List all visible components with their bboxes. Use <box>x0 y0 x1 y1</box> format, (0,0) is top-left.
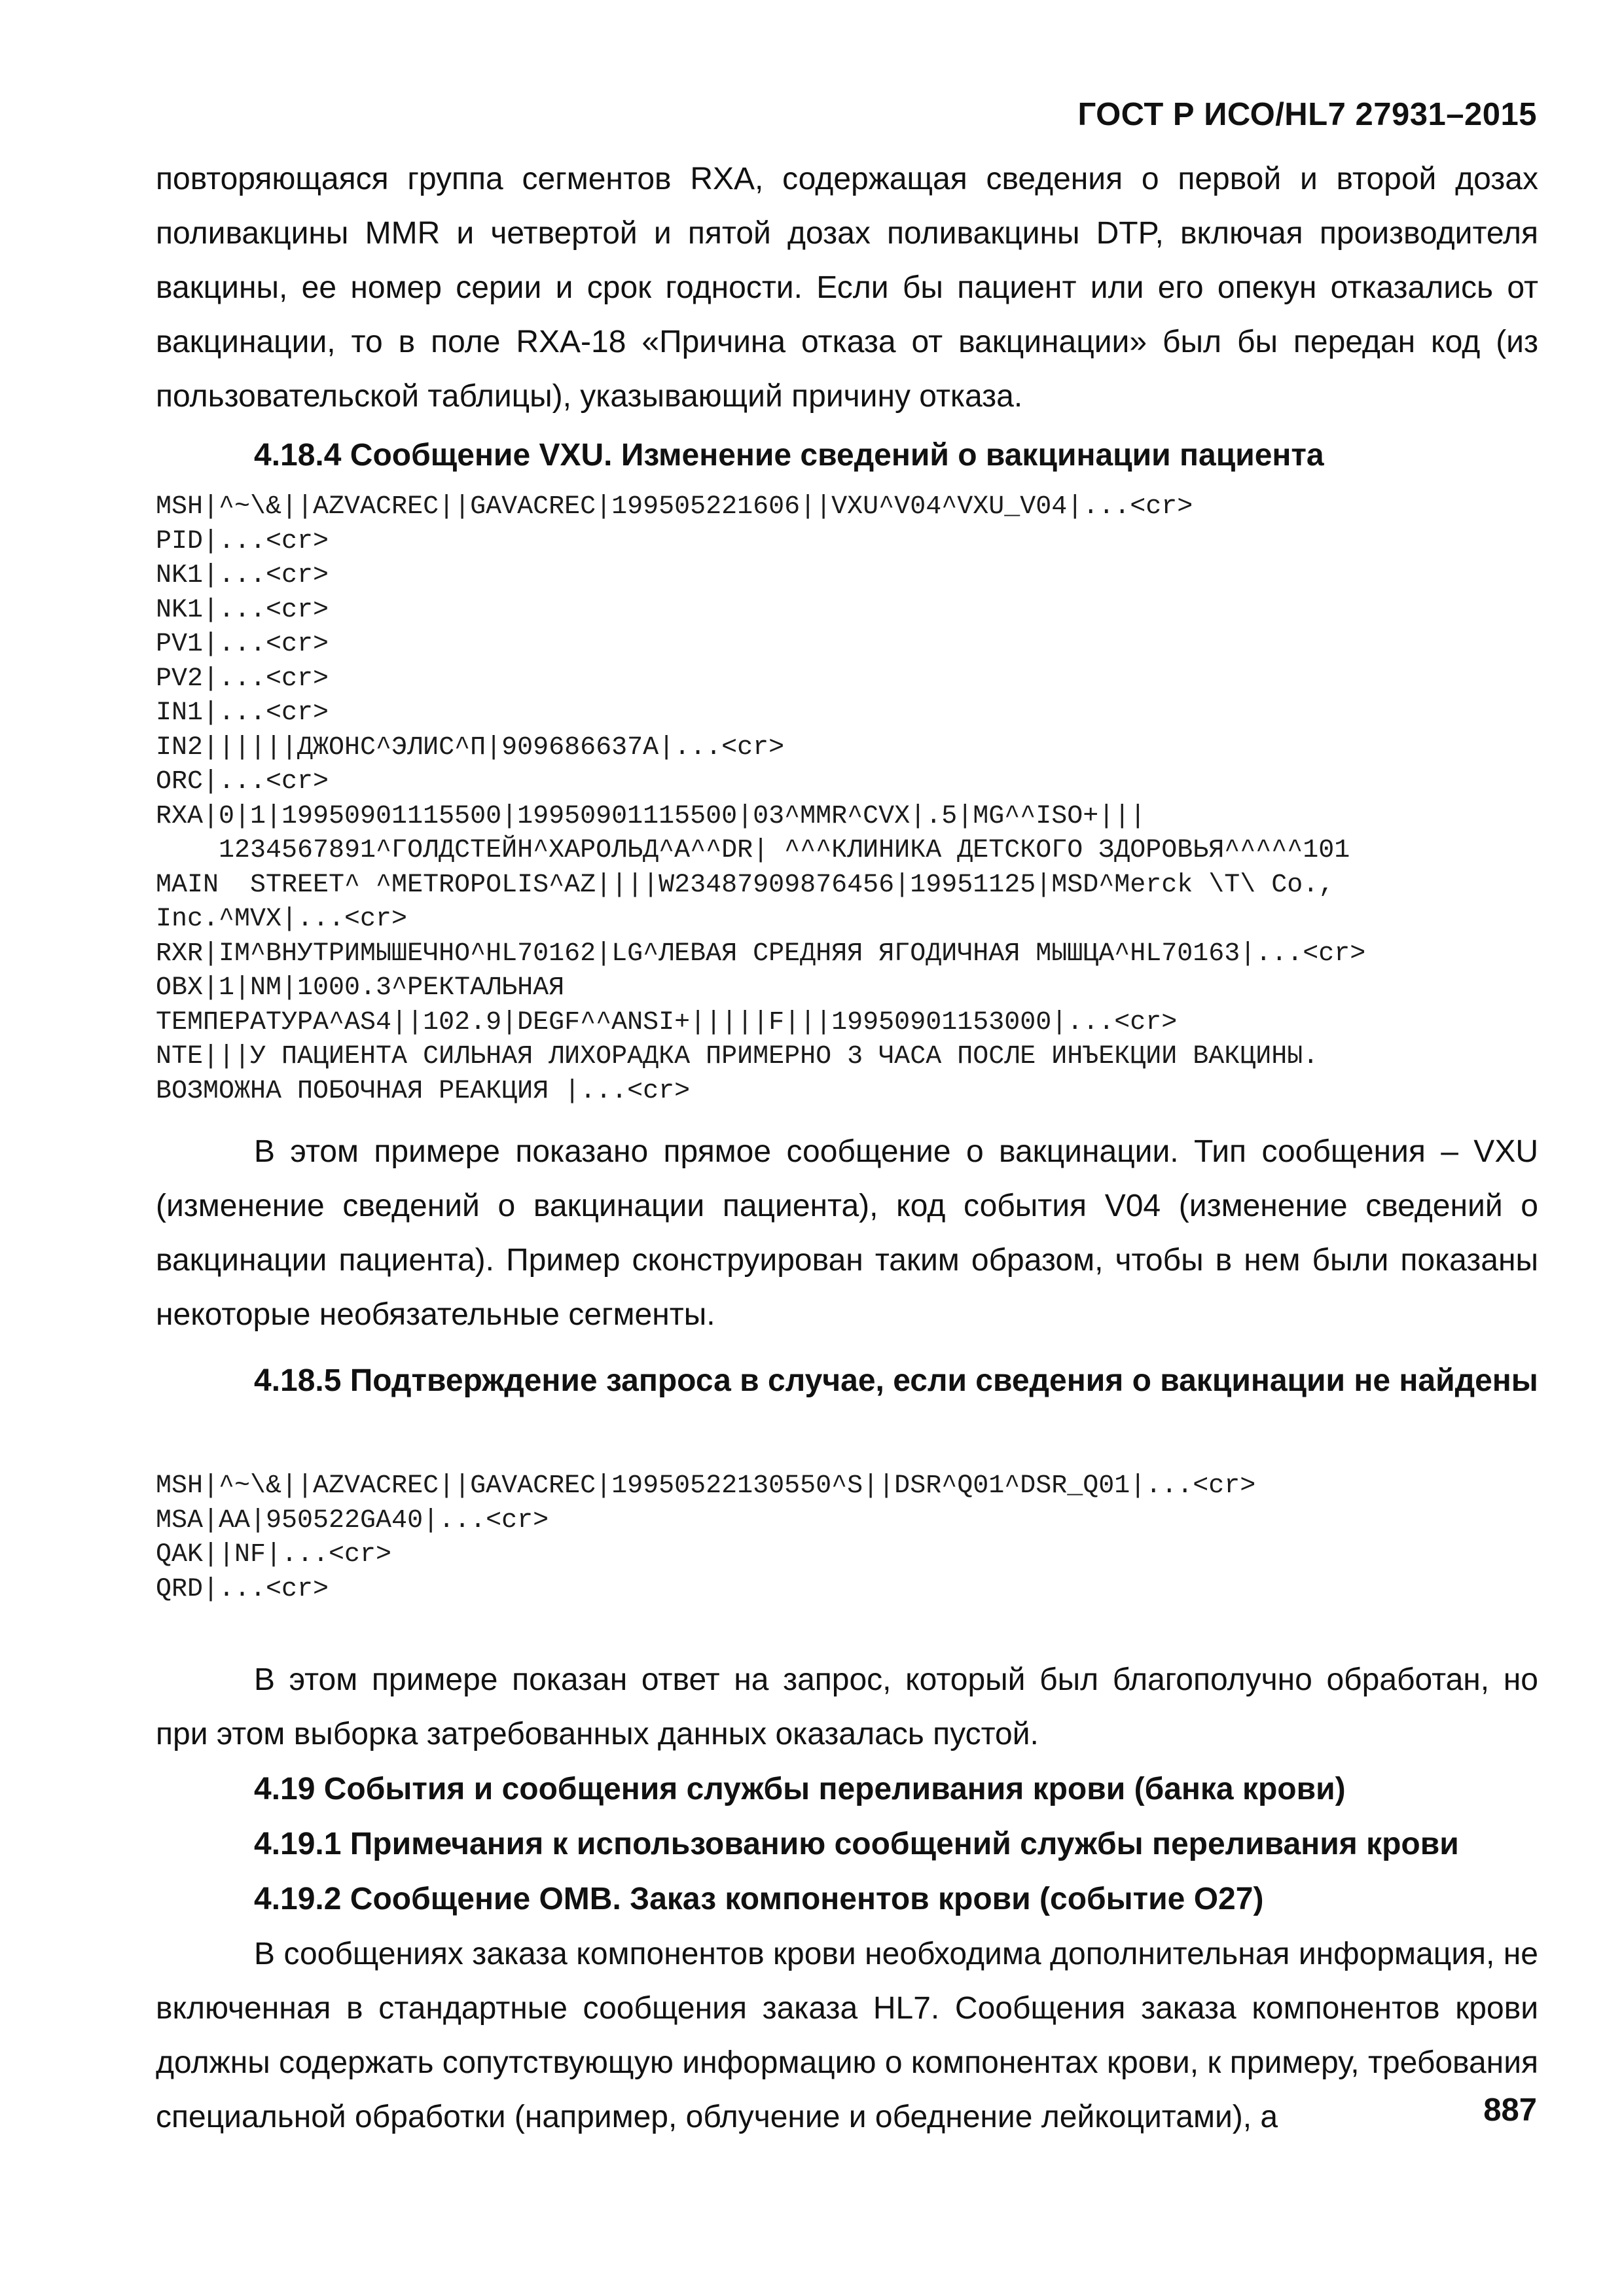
code-vxu-line: IN1|...<cr> <box>156 698 329 728</box>
paragraph-rxa-group: повторяющаяся группа сегментов RXA, содержащая сведения о первой и второй дозах поливакцины MMR и четвертой и пятой дозах поливакцины DTP, включая производителя вакцины, ее номер серии и срок годности. Если бы пациент или его опекун отказались от вакцинации, то в поле RXA-18 «Причина отказа от вакцинации» был бы передан код (из пользовательской таблицы), указывающий причину отказа. <box>156 162 1538 414</box>
heading-4-18-4: 4.18.4 Сообщение VXU. Изменение сведений о вакцинации пациента <box>254 438 1324 473</box>
code-vxu-line: PID|...<cr> <box>156 526 329 556</box>
code-vxu-line: RXR|IM^ВНУТРИМЫШЕЧНО^HL70162|LG^ЛЕВАЯ СРЕДНЯЯ ЯГОДИЧНАЯ МЫШЦА^HL70163|...<cr> <box>156 939 1366 969</box>
code-vxu-line: MAIN STREET^ ^METROPOLIS^AZ||||W23487909876456|19951125|MSD^Merck \T\ Co., <box>156 870 1335 900</box>
code-vxu-line: 1234567891^ГОЛДСТЕЙН^ХАРОЛЬД^А^^DR| ^^^КЛИНИКА ДЕТСКОГО ЗДОРОВЬЯ^^^^^101 <box>156 836 1350 865</box>
code-vxu-line: NK1|...<cr> <box>156 595 329 625</box>
paragraph-omb-order: В сообщениях заказа компонентов крови необходима дополнительная информация, не включенная в стандартные сообщения заказа HL7. Сообщения заказа компонентов крови должны содержать сопутствующую информацию о компонентах крови, к примеру, требования специальной обработки (например, облучение и обеднение лейкоцитами), а <box>156 1937 1538 2134</box>
code-block-vxu <box>156 490 1538 1109</box>
code-vxu-line: RXA|0|1|19950901115500|19950901115500|03^MMR^CVX|.5|MG^^ISO+||| <box>156 801 1146 831</box>
code-qak-line: MSH|^~\&||AZVACREC||GAVACREC|19950522130550^S||DSR^Q01^DSR_Q01|...<cr> <box>156 1471 1256 1501</box>
heading-4-18-5: 4.18.5 Подтверждение запроса в случае, если сведения о вакцинации не найдены <box>254 1363 1538 1398</box>
code-vxu-line: NK1|...<cr> <box>156 561 329 590</box>
code-vxu-line: ORC|...<cr> <box>156 767 329 797</box>
code-vxu-line: ТЕМПЕРАТУРА^AS4||102.9|DEGF^^ANSI+|||||F|||19950901153000|...<cr> <box>156 1007 1178 1037</box>
code-vxu-line: PV2|...<cr> <box>156 664 329 694</box>
code-vxu-line: PV1|...<cr> <box>156 630 329 659</box>
code-qak-line: QRD|...<cr> <box>156 1574 329 1604</box>
code-qak-line: QAK||NF|...<cr> <box>156 1540 392 1570</box>
code-block-query-ack <box>156 1469 1538 1607</box>
page-number: 887 <box>1483 2092 1537 2128</box>
code-vxu-line: IN2||||||ДЖОНС^ЭЛИС^П|909686637A|...<cr> <box>156 732 785 762</box>
paragraph-vxu-explanation: В этом примере показано прямое сообщение о вакцинации. Тип сообщения – VXU (изменение сведений о вакцинации пациента), код события V04 (изменение сведений о вакцинации пациента). Пример сконструирован таким образом, чтобы в нем были показаны некоторые необязательные сегменты. <box>156 1134 1538 1332</box>
code-vxu-line: NTE|||У ПАЦИЕНТА СИЛЬНАЯ ЛИХОРАДКА ПРИМЕРНО 3 ЧАСА ПОСЛЕ ИНЪЕКЦИИ ВАКЦИНЫ. <box>156 1042 1319 1071</box>
code-vxu-line: ВОЗМОЖНА ПОБОЧНАЯ РЕАКЦИЯ |...<cr> <box>156 1076 691 1106</box>
heading-4-19-2: 4.19.2 Сообщение OMB. Заказ компонентов крови (событие O27) <box>254 1882 1264 1916</box>
code-vxu-line: OBX|1|NM|1000.3^РЕКТАЛЬНАЯ <box>156 973 565 1003</box>
code-vxu-line: Inc.^MVX|...<cr> <box>156 905 408 934</box>
standard-header: ГОСТ Р ИСО/HL7 27931–2015 <box>1077 97 1537 132</box>
heading-4-19-1: 4.19.1 Примечания к использованию сообщений службы переливания крови <box>254 1827 1459 1861</box>
paragraph-query-explanation: В этом примере показан ответ на запрос, который был благополучно обработан, но при этом выборка затребованных данных оказалась пустой. <box>156 1662 1538 1751</box>
code-vxu-line: MSH|^~\&||AZVACREC||GAVACREC|199505221606||VXU^V04^VXU_V04|...<cr> <box>156 492 1193 522</box>
code-qak-line: MSA|AA|950522GA40|...<cr> <box>156 1505 549 1535</box>
heading-4-19: 4.19 События и сообщения службы переливания крови (банка крови) <box>254 1772 1346 1806</box>
